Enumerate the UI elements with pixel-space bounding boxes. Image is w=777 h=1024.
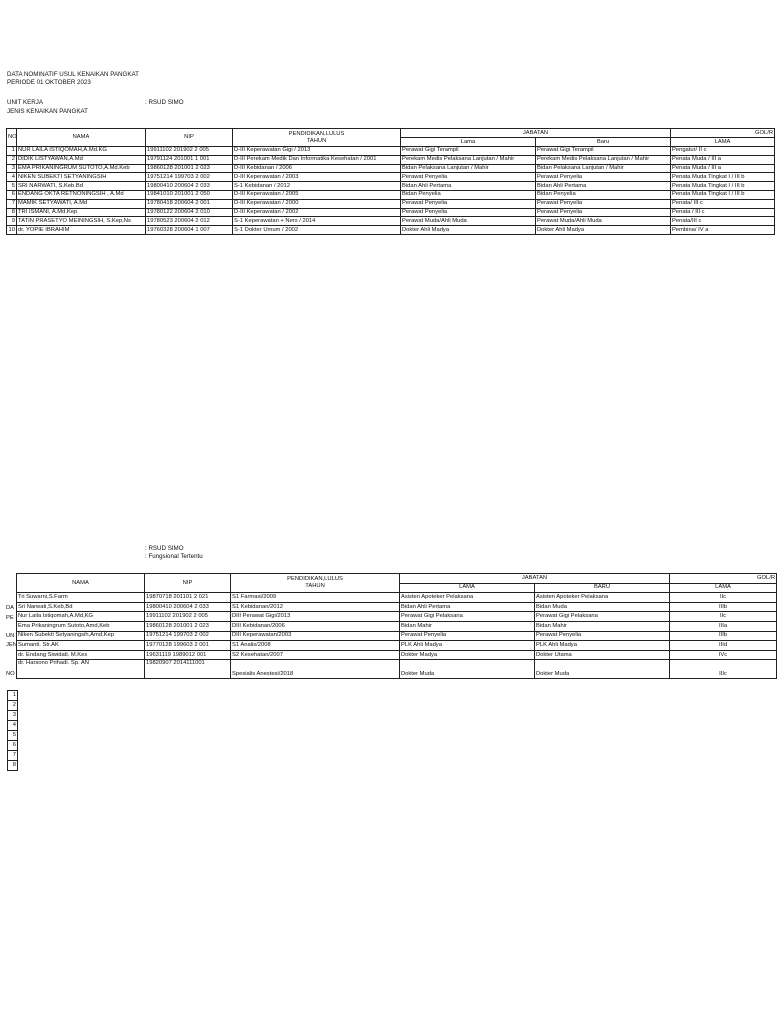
cell-gol: Pengatur/ II c <box>671 147 775 156</box>
cell-no: 2 <box>7 155 17 164</box>
table-row <box>17 612 777 622</box>
cell-pend: S-1 Dokter Umum / 2002 <box>233 226 401 235</box>
table-row <box>7 164 775 173</box>
table-row <box>17 641 777 651</box>
cell-no: 3 <box>7 164 17 173</box>
header-nama: NAMA <box>17 129 146 147</box>
cell-baru: Bidan Muda <box>535 602 670 612</box>
cell-nama: DIDIK LISTYAWAN,A.Md <box>17 155 146 164</box>
cell-pend: D-III Kebidanan / 2006 <box>233 164 401 173</box>
cell-gol: IIIc <box>670 660 777 679</box>
cell-lama: Bidan Ahli Pertama <box>401 182 536 191</box>
row-number: 2 <box>7 700 18 710</box>
cell-gol: IIId <box>670 641 777 651</box>
cell-nama: NUR LAILA ISTIQOMAH,A.Md.KG <box>17 147 146 156</box>
cell-lama: Perawat Muda/Ahli Muda <box>401 217 536 226</box>
cell-nip: 19870718 201101 2 021 <box>145 593 231 603</box>
cell-lama: Bidan Pelaksana Lanjutan / Mahir <box>401 164 536 173</box>
cell-lama: Perawat Penyelia <box>401 208 536 217</box>
cell-pend: D-III Keperawatan / 2000 <box>233 199 401 208</box>
header-nip: NIP <box>146 129 233 147</box>
row-number: 5 <box>7 730 18 740</box>
fragment-pe: PE <box>6 615 14 621</box>
cell-nama: Sumanti. Str.AK <box>17 641 145 651</box>
cell-nama: MAMIK SETYAWATI, A.Md <box>17 199 146 208</box>
cell-gol: Penata Muda Tingkat I / III b <box>671 173 775 182</box>
cell-pend: D-III Keperawatan / 2003 <box>233 173 401 182</box>
cell-baru: Bidan Penyelia <box>536 190 671 199</box>
table-row <box>7 182 775 191</box>
cell-nip: 19760328 200604 1 007 <box>146 226 233 235</box>
cell-nama: dr. Harsono Prihadi. Sp. AN <box>17 660 145 679</box>
cell-gol: IIIb <box>670 631 777 641</box>
cell-gol: IIIa <box>670 621 777 631</box>
cell-nip: 19911102 201902 2 005 <box>145 612 231 622</box>
cell-nip: 19770128 199603 2 001 <box>145 641 231 651</box>
cell-nip: 19911102 201902 2 005 <box>146 147 233 156</box>
table-row <box>17 650 777 660</box>
table-row <box>7 226 775 235</box>
table-row <box>7 147 775 156</box>
cell-pend: S2 Kesehatan/2007 <box>231 650 400 660</box>
cell-nama: dr. YOPIE IBRAHIM <box>17 226 146 235</box>
cell-baru: Dokter Muda <box>535 660 670 679</box>
table-row <box>17 631 777 641</box>
t2-header-pendidikan-line2: TAHUN <box>305 583 325 590</box>
cell-lama: Bidan Penyelia <box>401 190 536 199</box>
cell-lama: Dokter Muda <box>400 660 535 679</box>
header-pendidikan-line2: TAHUN <box>306 137 327 144</box>
fragment-no: NO <box>6 671 15 677</box>
table-row <box>17 621 777 631</box>
fragment-jen: JEN <box>6 642 17 648</box>
cell-nama: Ema Prikaningrum Sutoto,Amd,Keb <box>17 621 145 631</box>
cell-baru: PLK Ahli Madya <box>535 641 670 651</box>
cell-nip: 19791124 201001 1 001 <box>146 155 233 164</box>
row-number-column <box>7 690 18 771</box>
cell-gol: Penata Muda / III a <box>671 155 775 164</box>
row-number: 6 <box>7 740 18 750</box>
cell-pend: D-III Keperawatan / 2005 <box>233 190 401 199</box>
table-row <box>17 602 777 612</box>
cell-lama: Perawat Penyelia <box>400 631 535 641</box>
table-row <box>7 190 775 199</box>
unit-kerja-label: UNIT KERJA <box>7 99 43 106</box>
t2-header-jabatan: JABATAN <box>400 574 670 584</box>
unit-kerja-value: : RSUD SIMO <box>145 99 184 106</box>
cell-lama: Dokter Ahli Madya <box>401 226 536 235</box>
cell-pend: DIII Kebidanan/2006 <box>231 621 400 631</box>
t2-header-gol-lama: LAMA <box>670 583 777 593</box>
cell-no: 4 <box>7 173 17 182</box>
cell-nip: 19751214 199703 2 002 <box>146 173 233 182</box>
cell-baru: Perekam Medis Pelaksana Lanjutan / Mahir <box>536 155 671 164</box>
table-row <box>7 199 775 208</box>
cell-pend: D-III Keperawatan / 2002 <box>233 208 401 217</box>
cell-gol: Penata/III c <box>671 217 775 226</box>
cell-nip: 19860128 201001 2 023 <box>146 164 233 173</box>
cell-baru: Perawat Penyelia <box>536 208 671 217</box>
cell-gol: Pembina/ IV a <box>671 226 775 235</box>
header-pendidikan-line1: PENDIDIKAN,LULUS <box>288 130 345 137</box>
header-jabatan-lama: Lama <box>401 138 536 147</box>
cell-nip: 19860128 201001 2 023 <box>145 621 231 631</box>
cell-nama: SRI NARWATI, S.Keb.Bd <box>17 182 146 191</box>
cell-gol: Penata Muda Tingkat I / III b <box>671 190 775 199</box>
table-row <box>7 155 775 164</box>
table-row <box>17 593 777 603</box>
t2-header-pendidikan <box>231 574 400 593</box>
cell-lama: Bidan Mahir <box>400 621 535 631</box>
t2-header-nip: NIP <box>145 574 231 593</box>
jenis-kenaikan-label: JENIS KENAIKAN PANGKAT <box>7 108 88 115</box>
cell-nama: EMA PRIKANINGRUM SUTOTO,A.Md.Keb <box>17 164 146 173</box>
header-no: NO <box>7 129 17 147</box>
cell-no: 6 <box>7 190 17 199</box>
cell-baru: Perawat Muda/Ahli Muda <box>536 217 671 226</box>
table-row <box>7 217 775 226</box>
cell-pend: DIII Keperawatan/2003 <box>231 631 400 641</box>
t2-header-pendidikan-line1: PENDIDIKAN,LULUS <box>287 576 343 583</box>
cell-gol: IIc <box>670 593 777 603</box>
document-period: PERIODE 01 OKTOBER 2023 <box>7 79 91 86</box>
cell-nama: Tri Suwarni,S.Farm <box>17 593 145 603</box>
cell-baru: Dokter Ahli Madya <box>536 226 671 235</box>
cell-baru: Perawat Penyelia <box>535 631 670 641</box>
cell-nama: Niken Subekti Setyaningsih,Amd,Kep <box>17 631 145 641</box>
cell-baru: Perawat Penyelia <box>536 199 671 208</box>
t2-header-jabatan-baru: BARU <box>535 583 670 593</box>
cell-lama: Asisten Apoteker Pelaksana <box>400 593 535 603</box>
cell-baru: Bidan Mahir <box>535 621 670 631</box>
cell-gol: Penata/ III c <box>671 199 775 208</box>
table-row <box>7 208 775 217</box>
row-number: 3 <box>7 710 18 720</box>
table-row <box>7 173 775 182</box>
cell-nama: TATIN PRASETYO MEININGSIH, S.Kep,Ns <box>17 217 146 226</box>
cell-pend: S-1 Kebidanan / 2012 <box>233 182 401 191</box>
cell-nip: 19780418 200604 2 001 <box>146 199 233 208</box>
cell-nama: dr. Endang Siwidati. M.Kes <box>17 650 145 660</box>
nominatif-table-1 <box>6 128 775 235</box>
cell-gol: IIIb <box>670 602 777 612</box>
unit-kerja-value-2: : RSUD SIMO <box>145 545 184 552</box>
cell-nama: ENDANG OKTA RETNONINGSIH , A.Md <box>17 190 146 199</box>
cell-baru: Bidan Pelaksana Lanjutan / Mahir <box>536 164 671 173</box>
cell-gol: IVc <box>670 650 777 660</box>
nominatif-table-2 <box>16 573 777 679</box>
cell-gol: IIc <box>670 612 777 622</box>
fragment-da: DA <box>6 605 15 611</box>
header-gol: GOL/R <box>671 129 775 138</box>
cell-pend: Spesialis Anestesi/2018 <box>231 660 400 679</box>
t2-header-jabatan-lama: LAMA <box>400 583 535 593</box>
cell-pend: S1 Farmasi/2009 <box>231 593 400 603</box>
cell-gol: Penata Muda Tingkat I / III b <box>671 182 775 191</box>
cell-nip: 19800410 200604 2 033 <box>146 182 233 191</box>
cell-nip: 19841010 201001 2 050 <box>146 190 233 199</box>
row-number: 7 <box>7 750 18 760</box>
cell-pend: DIII Perawat Gigi/2013 <box>231 612 400 622</box>
fragment-un: UN <box>6 633 15 639</box>
cell-lama: Perawat Penyelia <box>401 173 536 182</box>
cell-baru: Perawat Gigi Terampil <box>536 147 671 156</box>
cell-lama: Dokter Madya <box>400 650 535 660</box>
cell-pend: D-III Keperawatan Gigi / 2013 <box>233 147 401 156</box>
cell-nip: 19820907 2014111001 <box>145 660 231 679</box>
cell-no: 9 <box>7 217 17 226</box>
header-gol-lama: LAMA <box>671 138 775 147</box>
cell-baru: Perawat Gigi Pelaksana <box>535 612 670 622</box>
cell-gol: Penata Muda / III a <box>671 164 775 173</box>
cell-pend: D-III Perekam Medik Dan Informatika Kesehatan / 2001 <box>233 155 401 164</box>
table-row <box>17 660 777 679</box>
cell-nama: Sri Narwati,S.Keb,Bd <box>17 602 145 612</box>
cell-lama: Perawat Penyelia <box>401 199 536 208</box>
cell-nip: 19751214 199703 2 002 <box>145 631 231 641</box>
cell-lama: PLK Ahli Madya <box>400 641 535 651</box>
cell-no: 10 <box>7 226 17 235</box>
cell-lama: Perawat Gigi Terampil <box>401 147 536 156</box>
cell-baru: Perawat Penyelia <box>536 173 671 182</box>
cell-baru: Dokter Utama <box>535 650 670 660</box>
row-number: 4 <box>7 720 18 730</box>
document-title: DATA NOMINATIF USUL KENAIKAN PANGKAT <box>7 71 139 78</box>
cell-lama: Perawat Gigi Pelaksana <box>400 612 535 622</box>
t2-header-gol: GOL/R <box>670 574 777 584</box>
cell-nip: 19780523 200604 2 012 <box>146 217 233 226</box>
cell-baru: Bidan Ahli Pertama <box>536 182 671 191</box>
cell-pend: S1 Kebidanan/2012 <box>231 602 400 612</box>
cell-nama: TRI ISMANI, A.Md.Kep <box>17 208 146 217</box>
header-jabatan-baru: Baru <box>536 138 671 147</box>
jenis-kenaikan-value-2: : Fungsional Tertentu <box>145 553 203 560</box>
header-pendidikan <box>233 129 401 147</box>
cell-lama: Perekam Medis Pelaksana Lanjutan / Mahir <box>401 155 536 164</box>
cell-nama: Nur Laila Istiqomah,A.Md,KG <box>17 612 145 622</box>
cell-nip: 19631119 1989012 001 <box>145 650 231 660</box>
cell-lama: Bidan Ahli Pertama <box>400 602 535 612</box>
row-number: 8 <box>7 760 18 771</box>
row-number: 1 <box>7 690 18 700</box>
cell-nip: 19780122 200604 2 010 <box>146 208 233 217</box>
t2-header-nama: NAMA <box>17 574 145 593</box>
cell-baru: Asisten Apoteker Pelaksana <box>535 593 670 603</box>
cell-pend: S-1 Keperawatan + Ners / 2014 <box>233 217 401 226</box>
cell-no: 5 <box>7 182 17 191</box>
cell-gol: Penata / III c <box>671 208 775 217</box>
cell-pend: S1 Analis/2008 <box>231 641 400 651</box>
cell-no: 8 <box>7 208 17 217</box>
header-jabatan: JABATAN <box>401 129 671 138</box>
cell-no: 7 <box>7 199 17 208</box>
cell-no: 1 <box>7 147 17 156</box>
cell-nama: NIKEN SUBEKTI SETYANINGSIH <box>17 173 146 182</box>
cell-nip: 19800410 200604 2 033 <box>145 602 231 612</box>
